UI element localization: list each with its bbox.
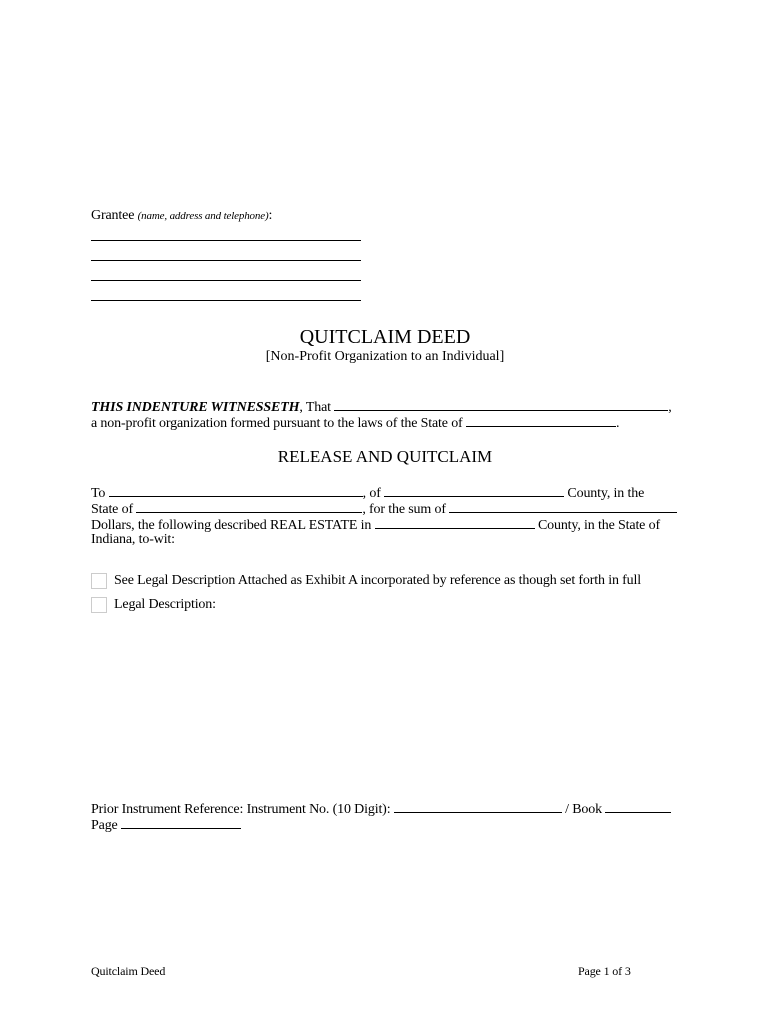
grantee-county-blank[interactable] [384,484,564,497]
exhibit-a-label: See Legal Description Attached as Exhibit A incorporated by reference as though set forth in full [114,573,642,588]
indenture-line2-text: a non-profit organization formed pursuant to the laws of the State of [91,416,463,431]
grantee-name-blank[interactable] [109,484,363,497]
grantee-label-text: Grantee [91,208,135,223]
grantor-state-blank[interactable] [466,414,616,427]
page-label: Page [91,818,118,833]
grantee-label [91,208,272,224]
footer-page-number: Page 1 of 3 [578,964,631,978]
exhibit-a-checkbox[interactable] [91,573,107,589]
grantee-hint: (name, address and telephone) [137,210,269,222]
book-label: / Book [565,802,602,817]
document-title: QUITCLAIM DEED [299,326,471,348]
grantee-line-4[interactable] [91,300,361,301]
grantee-line-1[interactable] [91,240,361,241]
document-subtitle: [Non-Profit Organization to an Individual] [265,349,505,364]
book-blank[interactable] [605,800,671,813]
of-text: , of [362,486,381,501]
comma: , [668,400,672,415]
conveyance-line-3 [91,516,660,534]
grantee-line-2[interactable] [91,260,361,261]
to-text: To [91,486,106,501]
indenture-lead: THIS INDENTURE WITNESSETH [91,400,300,415]
grantee-state-blank[interactable] [136,500,362,513]
page-blank[interactable] [121,816,241,829]
grantor-name-blank[interactable] [334,398,668,411]
grantee-line-3[interactable] [91,280,361,281]
county-state-text: County, in the State of [537,518,660,533]
for-sum-text: , for the sum of [362,502,446,517]
sum-blank[interactable] [449,500,677,513]
section-heading: RELEASE AND QUITCLAIM [277,447,493,466]
property-county-blank[interactable] [375,516,535,529]
grantee-colon: : [268,208,273,223]
legal-description-label: Legal Description: [114,597,216,612]
prior-label: Prior Instrument Reference: Instrument No. (10 Digit): [91,802,391,817]
state-of-text: State of [91,502,133,517]
conveyance-line-4: Indiana, to-wit: [91,532,175,547]
period: . [615,416,620,431]
county-text: County, in the [567,486,645,501]
instrument-number-blank[interactable] [394,800,562,813]
indenture-that: , That [299,400,331,415]
legal-description-checkbox[interactable] [91,597,107,613]
footer-title: Quitclaim Deed [91,964,166,978]
page-ref-line [91,816,241,834]
indenture-line-2 [91,414,619,432]
dollars-text: Dollars, the following described REAL ESTATE in [91,518,372,533]
